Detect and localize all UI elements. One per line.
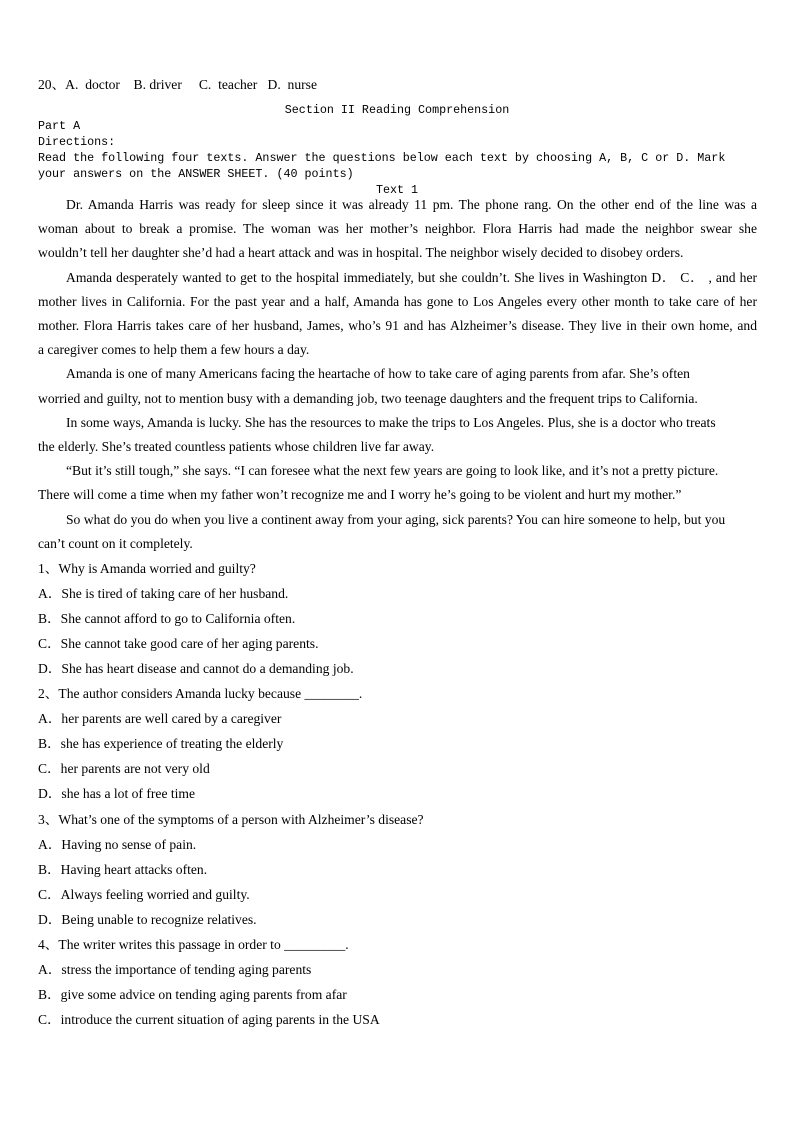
passage-line: So what do you do when you live a continent away from your aging, sick parents? You can hire someone to help, but you: [66, 511, 726, 527]
question-stem: 1、Why is Amanda worried and guilty?: [38, 561, 256, 576]
passage-line: can’t count on it completely.: [38, 535, 193, 551]
answer-option: D．Being unable to recognize relatives.: [38, 911, 257, 927]
passage-line: worried and guilty, not to mention busy with a demanding job, two teenage daughters and the frequent trips to California.: [38, 390, 698, 406]
passage-line: the elderly. She’s treated countless patients whose children live far away.: [38, 439, 435, 454]
passage-line: mother. Flora Harris takes care of her husband, James, who’s 91 and has Alzheimer’s disease. They live in their own home, and: [38, 318, 757, 333]
text-title: Text 1: [375, 183, 419, 197]
passage-line: In some ways, Amanda is lucky. She has the resources to make the trips to Los Angeles. Plus, she is a doctor who treats: [66, 414, 716, 430]
question-stem: 2、The author considers Amanda lucky because ________.: [38, 686, 363, 702]
passage-line: wouldn’t tell her daughter she’d had a heart attack and was in hospital. The neighbor wisely decided to disobey orders.: [38, 245, 684, 261]
section-title: Section II Reading Comprehension: [284, 103, 510, 117]
passage-line: Amanda desperately wanted to get to the hospital immediately, but she couldn’t. She lives in Washington D． C． , and her: [66, 269, 757, 285]
answer-option: B．Having heart attacks often.: [38, 861, 208, 877]
answer-option: B．give some advice on tending aging parents from afar: [38, 986, 347, 1002]
answer-option: A．She is tired of taking care of her husband.: [38, 586, 289, 602]
question-stem: 4、The writer writes this passage in order to _________.: [38, 936, 349, 952]
answer-option: A．her parents are well cared by a caregiver: [38, 711, 282, 727]
passage-line: There will come a time when my father won’t recognize me and I worry he’s going to be violent and hurt my mother.”: [38, 487, 682, 503]
passage-line: “But it’s still tough,” she says. “I can foresee what the next few years are going to look like, and it’s not a pretty picture.: [66, 463, 719, 479]
answer-option: A．Having no sense of pain.: [38, 836, 197, 852]
part-heading: Part A: [38, 119, 81, 133]
passage-line: Amanda is one of many Americans facing the heartache of how to take care of aging parents from afar. She’s often: [66, 366, 690, 382]
passage-line: Dr. Amanda Harris was ready for sleep since it was already 11 pm. The phone rang. On the other end of the line was a: [66, 197, 757, 212]
passage-line: mother lives in California. For the past year and a half, Amanda has gone to Los Angeles every other month to take care of her: [38, 293, 757, 309]
directions-line: Read the following four texts. Answer the questions below each text by choosing A, B, C or D. Mark: [38, 151, 726, 165]
passage-line: woman about to break a promise. The woman was her mother’s neighbor. Flora Harris had made the neighbor swear she: [38, 221, 757, 237]
answer-option: C．her parents are not very old: [38, 761, 210, 777]
answer-option: A．stress the importance of tending aging parents: [38, 961, 312, 977]
answer-option: D．She has heart disease and cannot do a demanding job.: [38, 661, 354, 677]
answer-option: C．introduce the current situation of aging parents in the USA: [38, 1011, 380, 1027]
answer-option: D．she has a lot of free time: [38, 786, 196, 802]
passage-line: a caregiver comes to help them a few hours a day.: [38, 342, 310, 358]
answer-option: C．Always feeling worried and guilty.: [38, 886, 250, 902]
answer-option: C．She cannot take good care of her aging parents.: [38, 636, 319, 652]
directions-label: Directions:: [38, 135, 116, 149]
answer-option: B．she has experience of treating the elderly: [38, 736, 284, 752]
answer-option: B．She cannot afford to go to California often.: [38, 611, 296, 627]
directions-line: your answers on the ANSWER SHEET. (40 points): [38, 167, 354, 181]
previous-question-options: 20、A. doctor B. driver C. teacher D. nurse: [38, 77, 317, 92]
question-stem: 3、What’s one of the symptoms of a person with Alzheimer’s disease?: [38, 811, 424, 827]
